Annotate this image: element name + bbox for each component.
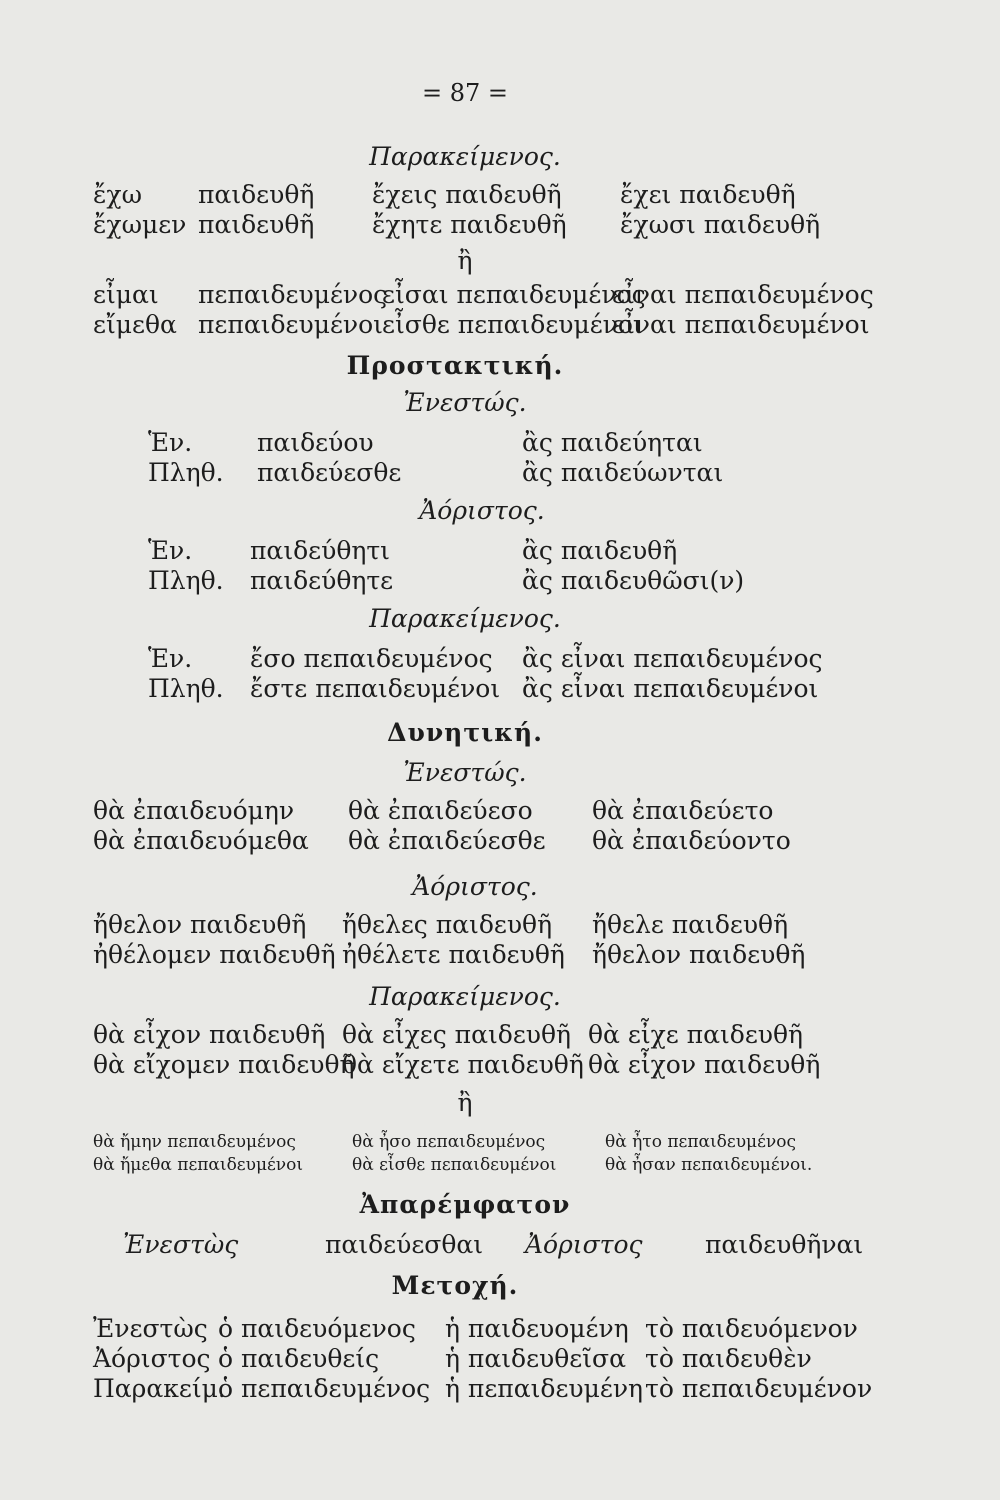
cell: Πληθ. (148, 566, 224, 595)
or-separator: ἢ (457, 1088, 473, 1117)
cell: θὰ ἤμην πεπαιδευμένος (93, 1132, 296, 1152)
cell: θὰ ἐπαιδευόμεθα (93, 826, 309, 855)
cell: εἶσαι πεπαιδευμένος (382, 280, 646, 309)
cell: θὰ ἐπαιδεύεσο (348, 796, 533, 825)
cell: ἔσο πεπαιδευμένος (250, 644, 493, 673)
subheading: Ἀόριστος. (412, 872, 538, 901)
cell: παιδεύου (257, 428, 374, 457)
cell: θὰ εἶχον παιδευθῆ (588, 1050, 821, 1079)
infinitive-present-form: παιδεύεσθαι (325, 1230, 484, 1259)
cell: θὰ εἴχετε παιδευθῆ (342, 1050, 584, 1079)
cell: ἔχωμεν (93, 210, 187, 239)
cell: Ἑν. (148, 536, 193, 565)
cell: τὸ παιδευθὲν (645, 1344, 812, 1373)
cell: πεπαιδευμένοι (198, 310, 383, 339)
cell: θὰ εἴχομεν παιδευθῆ (93, 1050, 355, 1079)
cell: θὰ ἐπαιδεύετο (592, 796, 774, 825)
cell: ἡ παιδευθεῖσα (445, 1344, 626, 1373)
cell: Παρακείμ. (93, 1374, 226, 1403)
cell: θὰ ἤμεθα πεπαιδευμένοι (93, 1155, 304, 1175)
cell: ἂς παιδεύηται (522, 428, 703, 457)
subheading: Ἐνεστώς. (403, 758, 527, 787)
cell: παιδεύεσθε (257, 458, 402, 487)
subheading: Ἐνεστώς. (403, 388, 527, 417)
heading-infinitive: Ἀπαρέμφατον (359, 1190, 571, 1219)
heading-potential: Δυνητική. (387, 718, 543, 747)
cell: θὰ εἶχε παιδευθῆ (588, 1020, 804, 1049)
cell: ἡ πεπαιδευμένη (445, 1374, 643, 1403)
subheading: Παρακείμενος. (369, 604, 561, 633)
cell: εἶμαι (93, 280, 159, 309)
cell: πεπαιδευμένος (198, 280, 388, 309)
cell: Ἑν. (148, 428, 193, 457)
cell: θὰ εἶχες παιδευθῆ (342, 1020, 572, 1049)
cell: Πληθ. (148, 458, 224, 487)
cell: Πληθ. (148, 674, 224, 703)
cell: ἤθελον παιδευθῆ (592, 940, 806, 969)
cell: ἂς παιδευθῶσι(ν) (522, 566, 745, 595)
cell: τὸ παιδευόμενον (645, 1314, 858, 1343)
cell: παιδεύθητε (250, 566, 394, 595)
heading-imperative: Προστακτική. (346, 351, 564, 380)
cell: ἔχω (93, 180, 142, 209)
cell: ἔχεις παιδευθῆ (372, 180, 562, 209)
cell: θὰ εἶσθε πεπαιδευμένοι (352, 1155, 557, 1175)
cell: ὁ παιδευθείς (218, 1344, 380, 1373)
cell: ἂς παιδεύωνται (522, 458, 724, 487)
subheading: Παρακείμενος. (369, 982, 561, 1011)
cell: εἶναι πεπαιδευμένοι (612, 310, 870, 339)
cell: ἔχητε παιδευθῆ (372, 210, 567, 239)
or-separator: ἢ (457, 246, 473, 275)
cell: θὰ ἦσαν πεπαιδευμένοι. (605, 1155, 813, 1175)
cell: θὰ εἶχον παιδευθῆ (93, 1020, 326, 1049)
cell: ἔχωσι παιδευθῆ (620, 210, 821, 239)
cell: ἂς εἶναι πεπαιδευμένος (522, 644, 823, 673)
cell: ἤθελες παιδευθῆ (342, 910, 553, 939)
section-title-perfect: Παρακείμενος. (369, 142, 561, 171)
cell: Ἐνεστὼς (93, 1314, 208, 1343)
cell: ἡ παιδευομένη (445, 1314, 629, 1343)
cell: Ἑν. (148, 644, 193, 673)
cell: τὸ πεπαιδευμένον (645, 1374, 873, 1403)
cell: ὁ πεπαιδευμένος (218, 1374, 431, 1403)
cell: ἂς εἶναι πεπαιδευμένοι (522, 674, 819, 703)
cell: παιδεύθητι (250, 536, 390, 565)
cell: ἤθελον παιδευθῆ (93, 910, 307, 939)
infinitive-aorist-label: Ἀόριστος (525, 1230, 643, 1259)
infinitive-present-label: Ἐνεστὼς (123, 1230, 239, 1259)
cell: ἤθελε παιδευθῆ (592, 910, 789, 939)
cell: παιδευθῆ (198, 210, 315, 239)
cell: εἶναι πεπαιδευμένος (612, 280, 874, 309)
cell: ἔστε πεπαιδευμένοι (250, 674, 501, 703)
cell: ἠθέλομεν παιδευθῆ (93, 940, 336, 969)
cell: ἔχει παιδευθῆ (620, 180, 796, 209)
cell: θὰ ἦτο πεπαιδευμένος (605, 1132, 796, 1152)
infinitive-aorist-form: παιδευθῆναι (705, 1230, 864, 1259)
cell: θὰ ἦσο πεπαιδευμένος (352, 1132, 546, 1152)
cell: εἶσθε πεπαιδευμένοι (382, 310, 643, 339)
cell: θὰ ἐπαιδευόμην (93, 796, 295, 825)
cell: ὁ παιδευόμενος (218, 1314, 416, 1343)
cell: παιδευθῆ (198, 180, 315, 209)
cell: εἴμεθα (93, 310, 177, 339)
cell: ἠθέλετε παιδευθῆ (342, 940, 565, 969)
heading-participle: Μετοχή. (391, 1271, 519, 1300)
cell: ἂς παιδευθῆ (522, 536, 678, 565)
cell: Ἀόριστος (93, 1344, 211, 1373)
page-number: = 87 = (421, 79, 509, 107)
cell: θὰ ἐπαιδεύεσθε (348, 826, 546, 855)
cell: θὰ ἐπαιδεύοντο (592, 826, 791, 855)
subheading: Ἀόριστος. (419, 496, 545, 525)
